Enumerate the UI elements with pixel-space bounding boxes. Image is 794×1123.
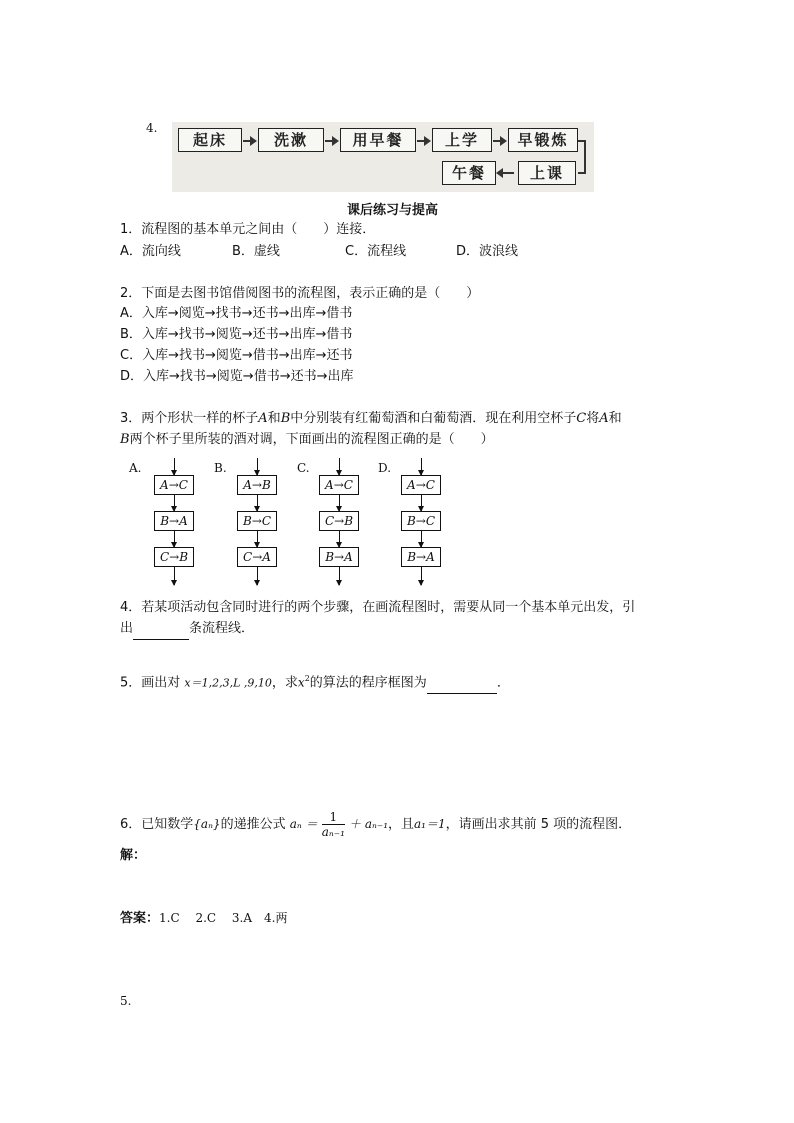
q6-fraction: [322, 810, 345, 839]
q3-text: 中分别装有红葡萄酒和白葡萄酒．现在利用空杯子: [290, 411, 577, 426]
q4-text: 出: [120, 621, 134, 636]
q5-text: ，求: [271, 675, 298, 691]
q3-text: 和: [608, 411, 622, 426]
flow-step: 起床: [178, 128, 242, 152]
q6-sequence: {aₙ}: [193, 817, 221, 831]
question-6: [120, 804, 631, 844]
q5-power-base: x: [297, 675, 305, 690]
flow-box: A→B: [237, 475, 277, 495]
flow-step: 上学: [432, 128, 492, 152]
q5-formula: x＝1,2,3,L ,9,10: [184, 676, 272, 690]
question-3-line-2: [120, 430, 494, 450]
answer-text: 1.C 2.C 3.A 4.两: [159, 911, 288, 925]
cup-b: B: [120, 432, 130, 447]
cup-c: C: [576, 411, 587, 426]
flow-arrow: [421, 531, 422, 547]
q6-text: 6．已知数学: [120, 817, 194, 832]
flow-step: 午餐: [442, 161, 496, 185]
flow-step: 早锻炼: [508, 128, 578, 152]
flow-arrow: [257, 567, 258, 585]
q2-option-c: C．入库→找书→阅览→借书→出库→还书: [120, 348, 353, 363]
q3-text: 和: [267, 411, 281, 426]
flow-box: C→A: [237, 547, 277, 567]
flow-box: B→C: [401, 511, 441, 531]
flow-step: 上课: [518, 161, 576, 185]
flow-arrow: [325, 140, 337, 142]
flow-arrow: [498, 172, 514, 174]
flow-arrow: [493, 140, 505, 142]
cup-b: B: [280, 411, 291, 426]
question-5: [120, 669, 510, 694]
q6-text: ，且: [388, 817, 415, 832]
q2-option-a: A．入库→阅览→找书→还书→出库→借书: [120, 306, 353, 321]
flow-box: A→C: [154, 475, 194, 495]
q3-option-b-flowchart: [237, 458, 279, 588]
q3-text: 两个杯子里所装的酒对调，下面画出的流程图正确的是（ ）: [129, 432, 494, 447]
figure-number: 4.: [146, 121, 158, 135]
flow-arrow: [257, 458, 258, 475]
q6-initial: a₁＝1: [414, 817, 446, 831]
q3-text: 将: [586, 411, 600, 426]
q3-option-c-label: C.: [297, 461, 310, 475]
flow-arrow: [421, 458, 422, 475]
flow-step: 洗漱: [258, 128, 324, 152]
q1-option-b: B．虚线: [232, 244, 280, 259]
flow-arrow: [174, 531, 175, 547]
answer-blank[interactable]: [133, 619, 189, 640]
flow-arrow: [243, 140, 255, 142]
q5-text: 5．画出对: [120, 675, 181, 691]
q6-an: aₙ ＝: [289, 817, 318, 831]
q6-text: ，请画出求其前 5 项的流程图．: [445, 817, 632, 832]
flow-arrow: [339, 531, 340, 547]
daily-routine-flowchart: [172, 122, 594, 192]
question-4-line-2: [120, 619, 254, 640]
q3-option-b-label: B.: [214, 461, 227, 475]
q3-option-c-flowchart: [319, 458, 361, 588]
flow-arrow: [417, 140, 429, 142]
q5-power-exponent: 2: [304, 674, 310, 683]
q3-option-a-flowchart: [154, 458, 196, 588]
question-4-line-1: 4．若某项活动包含同时进行的两个步骤，在画流程图时，需要从同一个基本单元出发，引: [120, 600, 636, 615]
flow-arrow: [174, 458, 175, 475]
q5-text: ．: [496, 675, 510, 691]
answer-line: [120, 908, 287, 929]
flow-step: 用早餐: [340, 128, 416, 152]
flow-arrow: [421, 567, 422, 585]
flow-box: B→A: [319, 547, 359, 567]
q1-option-d: D．波浪线: [456, 244, 519, 259]
q2-option-b: B．入库→找书→阅览→还书→出库→借书: [120, 327, 353, 342]
flow-box: B→C: [237, 511, 277, 531]
q3-option-d-flowchart: [401, 458, 443, 588]
flow-connector: [584, 140, 586, 174]
q6-fraction-denominator: aₙ₋₁: [321, 825, 345, 839]
question-2-stem: 2．下面是去图书馆借阅图书的流程图，表示正确的是（ ）: [120, 286, 480, 301]
solution-label: 解：: [120, 848, 147, 863]
q3-text: 3．两个形状一样的杯子: [120, 411, 259, 426]
q1-option-a: A．流向线: [120, 244, 181, 259]
answer-blank[interactable]: [427, 673, 497, 694]
q1-option-c: C．流程线: [345, 244, 407, 259]
flow-arrow: [257, 531, 258, 547]
flow-connector: [578, 172, 586, 174]
q4-text: 条流程线．: [189, 621, 255, 636]
flow-box: B→A: [154, 511, 194, 531]
flow-box: C→B: [154, 547, 194, 567]
flow-arrow: [257, 495, 258, 511]
flow-box: B→A: [401, 547, 441, 567]
cup-a: A: [599, 411, 609, 426]
flow-arrow: [174, 567, 175, 585]
flow-arrow: [339, 458, 340, 475]
flow-arrow: [421, 495, 422, 511]
flow-box: A→C: [319, 475, 359, 495]
answer-label: 答案：: [120, 911, 160, 926]
q6-text: 的递推公式: [220, 817, 286, 832]
q2-option-d: D．入库→找书→阅览→借书→还书→出库: [120, 369, 354, 384]
flow-arrow: [339, 567, 340, 585]
flow-arrow: [174, 495, 175, 511]
flow-box: A→C: [401, 475, 441, 495]
section-title: 课后练习与提高: [347, 203, 439, 218]
flow-arrow: [339, 495, 340, 511]
q6-fraction-numerator: 1: [322, 810, 345, 825]
flow-box: C→B: [319, 511, 359, 531]
q6-plus-term: ＋ aₙ₋₁: [349, 817, 389, 831]
question-1-stem: 1．流程图的基本单元之间由（ ）连接．: [120, 222, 376, 237]
cup-a: A: [258, 411, 268, 426]
question-3-line-1: [120, 409, 622, 429]
q3-option-a-label: A.: [129, 461, 142, 475]
q5-text: 的算法的程序框图为: [309, 675, 427, 691]
q3-option-d-label: D.: [378, 461, 392, 475]
footer-number: 5.: [120, 994, 132, 1008]
